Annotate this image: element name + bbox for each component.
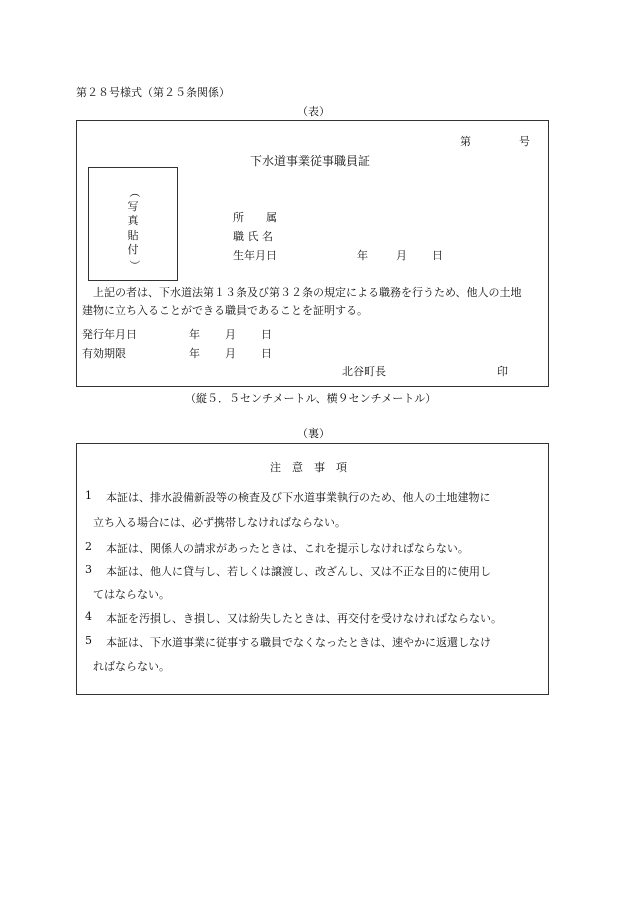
note-line: 本証は、排水設備新設等の検査及び下水道事業執行のため、他人の土地建物に <box>106 491 491 504</box>
issue-day-unit: 日 <box>261 328 272 341</box>
notes-title: 注 意 事 項 <box>270 461 347 474</box>
issuer-name: 北谷町長 <box>342 365 386 378</box>
form-label: 第２８号様式（第２５条関係） <box>76 86 230 99</box>
field-affiliation-label: 所 属 <box>233 211 277 224</box>
birth-year-unit: 年 <box>357 249 368 262</box>
note-line: 本証は、関係人の請求があったときは、これを提示しなければならない。 <box>106 542 469 555</box>
size-note: （縦５．５センチメートル、横９センチメートル） <box>185 392 437 405</box>
front-side-label: （表） <box>297 105 330 118</box>
card-number-go: 号 <box>519 135 530 148</box>
expiry-year-unit: 年 <box>189 347 200 360</box>
note-line-continued: 立ち入る場合には、必ず携帯しなければならない。 <box>93 516 346 529</box>
note-line: 本証を汚損し、き損し、又は紛失したときは、再交付を受けなければならない。 <box>106 612 502 625</box>
note-line: 本証は、他人に貸与し、若しくは譲渡し、改ざんし、又は不正な目的に使用し <box>106 565 491 578</box>
photo-label <box>126 185 140 272</box>
statement-line-2: 建物に立ち入ることができる職員であることを証明する。 <box>82 304 368 317</box>
note-number: 1 <box>85 489 92 502</box>
photo-char: 真 <box>127 214 139 227</box>
expiry-label: 有効期限 <box>82 347 126 360</box>
photo-char: 付 <box>127 243 139 256</box>
note-line-continued: てはならない。 <box>93 588 170 601</box>
expiry-day-unit: 日 <box>261 347 272 360</box>
issue-year-unit: 年 <box>189 328 200 341</box>
photo-open-paren: （ <box>127 186 141 198</box>
seal-mark: 印 <box>497 365 508 378</box>
note-number: 2 <box>85 540 92 553</box>
issue-date-label: 発行年月日 <box>82 328 137 341</box>
birth-day-unit: 日 <box>432 249 443 262</box>
card-number-dai: 第 <box>460 135 471 148</box>
issue-month-unit: 月 <box>225 328 236 341</box>
photo-close-paren: ） <box>127 259 141 271</box>
photo-char: 写 <box>127 199 139 213</box>
field-name-label: 職 氏 名 <box>233 230 273 243</box>
card-title: 下水道事業従事職員証 <box>250 154 371 168</box>
note-line-continued: ればならない。 <box>93 660 170 673</box>
note-number: 3 <box>85 563 92 576</box>
note-number: 4 <box>85 610 92 623</box>
birth-month-unit: 月 <box>396 249 407 262</box>
note-number: 5 <box>85 634 92 647</box>
back-side-label: （裏） <box>297 427 330 440</box>
field-birthdate-label: 生年月日 <box>233 249 277 262</box>
photo-char: 貼 <box>127 228 139 242</box>
expiry-month-unit: 月 <box>225 347 236 360</box>
note-line: 本証は、下水道事業に従事する職員でなくなったときは、速やかに返還しなけ <box>106 636 491 649</box>
statement-line-1: 上記の者は、下水道法第１３条及び第３２条の規定による職務を行うため、他人の土地 <box>93 286 522 299</box>
